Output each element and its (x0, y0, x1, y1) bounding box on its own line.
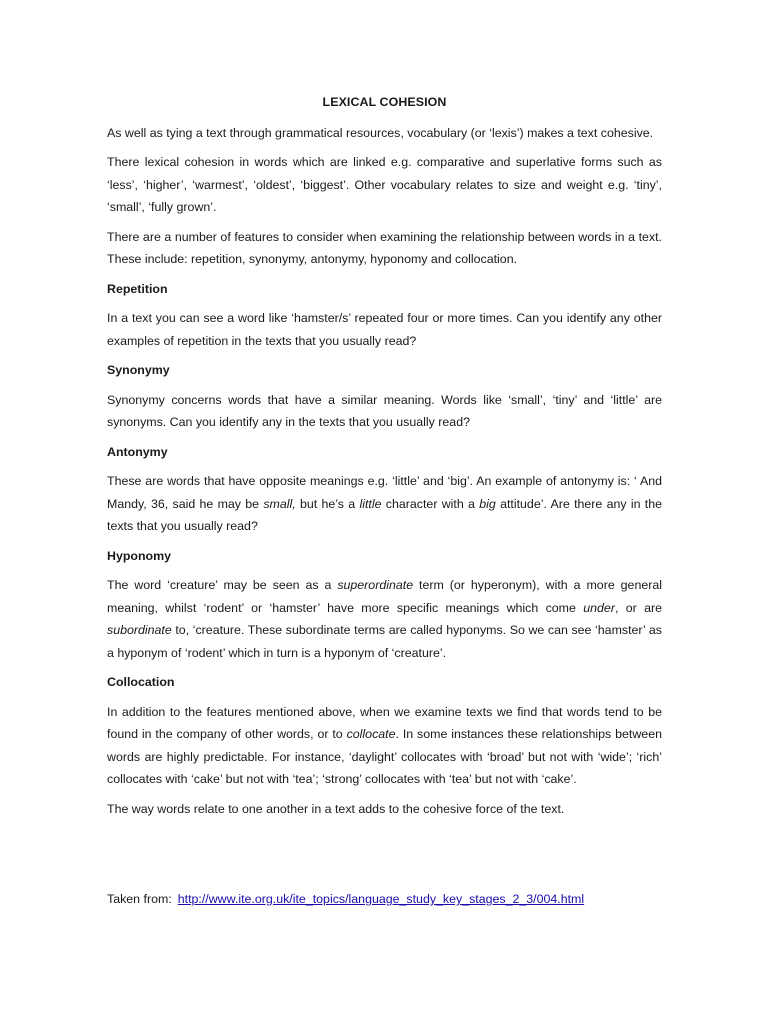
hyponomy-em-subordinate: subordinate (107, 623, 172, 637)
antonymy-text-2: but he’s a (295, 496, 360, 511)
antonymy-heading: Antonymy (107, 444, 168, 459)
hyponomy-em-under: under (583, 600, 615, 615)
hyponomy-paragraph (107, 574, 662, 664)
repetition-heading: Repetition (107, 281, 168, 296)
collocation-text-2: . In some instances these relationships between words are highly predictable. For instance, ‘daylight’ collocates with ‘broad’ but not with ‘wide’; ‘rich’ collocates with ‘cake’ but not with ‘tea’; ‘strong’ collocates with ‘tea’ but not with ‘cake’. (107, 727, 662, 786)
source-link[interactable]: http://www.ite.org.uk/ite_topics/language_study_key_stages_2_3/004.html (177, 892, 585, 906)
intro-paragraph-1: As well as tying a text through grammatical resources, vocabulary (or ‘lexis’) makes a text cohesive. (107, 125, 654, 140)
collocation-heading: Collocation (107, 675, 175, 689)
repetition-paragraph: In a text you can see a word like ‘hamster/s’ repeated four or more times. Can you identify any other examples of repetition in the texts that you usually read? (107, 311, 662, 348)
hyponomy-text-3: , or are (614, 600, 662, 615)
source-line (107, 888, 584, 911)
antonymy-em-little: little (359, 496, 382, 511)
hyponomy-text-4: to, ‘creature. These subordinate terms are called hyponyms. So we can see ‘hamster’ as a hyponym of ‘rodent’ which in turn is a hyponym of ‘creature’. (107, 623, 662, 660)
closing-paragraph: The way words relate to one another in a text adds to the cohesive force of the text. (107, 801, 565, 816)
antonymy-em-small: small, (263, 496, 296, 511)
antonymy-paragraph (107, 470, 662, 538)
synonymy-heading: Synonymy (107, 363, 170, 377)
collocation-text-1: In addition to the features mentioned above, when we examine texts we find that words tend to be found in the company of other words, or to (107, 704, 662, 741)
antonymy-text-3: character with a (381, 496, 480, 511)
hyponomy-text-1: The word ‘creature’ may be seen as a (107, 578, 338, 592)
source-label: Taken from: (107, 892, 172, 906)
collocation-paragraph (107, 701, 662, 791)
document-title: LEXICAL COHESION (322, 95, 447, 109)
synonymy-paragraph: Synonymy concerns words that have a similar meaning. Words like ‘small’, ‘tiny’ and ‘little’ are synonyms. Can you identify any in the texts that you usually read? (107, 392, 662, 429)
antonymy-text-1: These are words that have opposite meanings e.g. ‘little’ and ‘big’. An example of antonymy is: ‘ And Mandy, 36, said he may be (107, 474, 662, 511)
intro-paragraph-2: There lexical cohesion in words which are linked e.g. comparative and superlative forms such as ‘less’, ‘higher’, ‘warmest’, ‘oldest’, ‘biggest’. Other vocabulary relates to size and weight e.g. ‘tiny’, ‘small’, ‘fully grown’. (107, 155, 662, 214)
intro-paragraph-3: There are a number of features to consider when examining the relationship between words in a text. These include: repetition, synonymy, antonymy, hyponomy and collocation. (107, 229, 662, 266)
hyponomy-heading: Hyponomy (107, 548, 172, 563)
collocation-em-collocate: collocate (346, 727, 396, 741)
antonymy-em-big: big (479, 496, 496, 511)
antonymy-text-4: attitude’. Are there any in the texts that you usually read? (107, 496, 663, 533)
hyponomy-text-2: term (or hyperonym), with a more general meaning, whilst ‘rodent’ or ‘hamster’ have more specific meanings which come (107, 578, 662, 615)
document-body (107, 91, 662, 827)
hyponomy-em-superordinate: superordinate (337, 578, 414, 592)
